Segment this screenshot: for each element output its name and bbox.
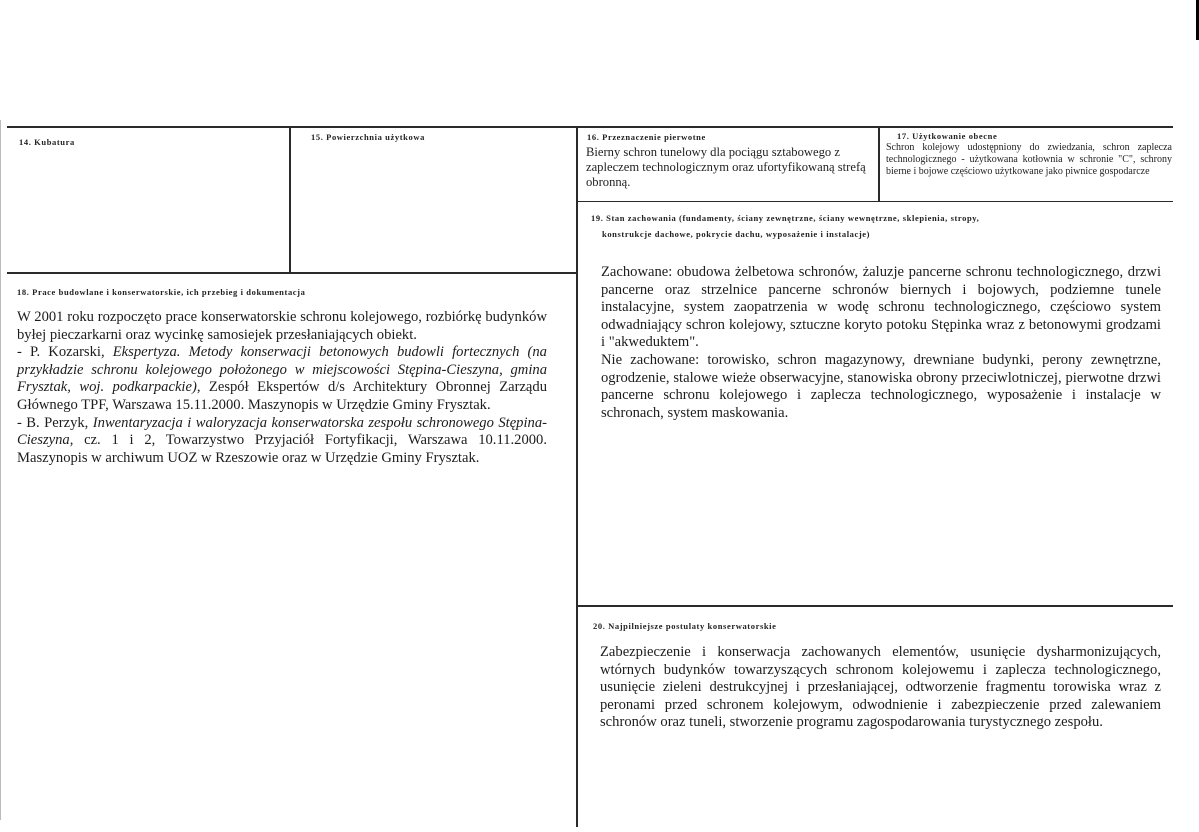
- section-16-text: Bierny schron tunelowy dla pociągu sztabowego z zapleczem technologicznym oraz ufortyfikowaną strefą obronną.: [586, 145, 866, 190]
- section-20-header: 20. Najpilniejsze postulaty konserwatorskie: [593, 621, 777, 631]
- ref-2-details: , cz. 1 i 2, Towarzystwo Przyjaciół Fortyfikacji, Warszawa 10.11.2000. Maszynopis w archiwum UOZ w Rzeszowie oraz w Urzędzie Gminy Frysztak.: [17, 432, 547, 466]
- section-19-not-preserved: Nie zachowane: torowisko, schron magazynowy, drewniane budynki, perony zewnętrzne, ogrodzenie, stalowe wieże obserwacyjne, stanowiska obrony przeciwlotniczej, pierwotne drzwi pancerne schronu kolejowego i zaplecza technologicznego, wyposażenie i instalacje w schronach, system maskowania.: [601, 351, 1161, 421]
- section-18-reference-2: [17, 415, 547, 468]
- ref-1-author: - P. Kozarski,: [17, 344, 113, 361]
- ref-2-author: - B. Perzyk,: [17, 414, 93, 431]
- ref-2-title: Inwentaryzacja i waloryzacja konserwatorska zespołu schronowego Stępina-Cieszyna: [17, 414, 547, 449]
- top-rule: [7, 126, 1173, 128]
- section-20-text: Zabezpieczenie i konserwacja zachowanych elementów, usunięcie dysharmonizujących, wtórnych budynków towarzyszących schronom kolejowemu i zaplecza technologicznego, usunięcie zieleni destrukcyjnej i przesłaniającej, odtworzenie fragmentu torowiska wraz z peronami przed schronem kolejowym, odwodnienie i zabezpieczenie przed zalewaniem schronów oraz tuneli, stworzenie programu zagospodarowania turystycznego zespołu.: [600, 644, 1161, 731]
- section-19-header-line-1: 19. Stan zachowania (fundamenty, ściany zewnętrzne, ściany wewnętrzne, sklepienia, stropy,: [591, 213, 980, 223]
- section-18-intro: W 2001 roku rozpoczęto prace konserwatorskie schronu kolejowego, rozbiórkę budynków byłej pieczarkarni oraz wycinkę samosiejek przesłaniających obiekt.: [17, 309, 547, 343]
- rule-above-18: [7, 272, 577, 274]
- left-edge-mark: [0, 120, 1, 820]
- divider-16-17: [878, 127, 880, 202]
- section-17-text: Schron kolejowy udostępniony do zwiedzania, schron zaplecza technologicznego - użytkowana kotłownia w schronie "C", schrony bierne i bojowe częściowo użytkowane jako piwnice gospodarcze: [886, 142, 1172, 178]
- rule-under-16-17: [577, 201, 1173, 202]
- section-16-header: 16. Przeznaczenie pierwotne: [587, 132, 706, 142]
- section-18-header: 18. Prace budowlane i konserwatorskie, ich przebieg i dokumentacja: [17, 287, 306, 297]
- section-19-preserved: Zachowane: obudowa żelbetowa schronów, żaluzje pancerne schronu technologicznego, drzwi pancerne oraz strzelnice pancerne schronów biernych i bojowych, podziemne tunele instalacyjne, system zaopatrzenia w wodę schronu technologicznego, częściowo system odwadniający schron kolejowy, sztuczne koryto potoku Stępinka wraz z betonowymi grodzami i "akweduktem".: [601, 264, 1161, 351]
- section-14-header: 14. Kubatura: [19, 137, 75, 147]
- section-19-body: [601, 264, 1161, 422]
- divider-14-15: [289, 127, 291, 273]
- section-19-header-line-2: konstrukcje dachowe, pokrycie dachu, wyposażenie i instalacje): [602, 229, 871, 239]
- section-18-body: [17, 309, 547, 467]
- ref-1-title: Ekspertyza. Metody konserwacji betonowych budowli fortecznych (na przykładzie schronu kolejowego położonego w miejscowości Stępina-Cieszyna, gmina Frysztak, woj. podkarpackie): [17, 344, 547, 396]
- ref-1-details: , Zespół Ekspertów d/s Architektury Obronnej Zarządu Głównego TPF, Warszawa 15.11.2000. Maszynopis w Urzędzie Gminy Frysztak.: [17, 379, 547, 413]
- section-18-reference-1: [17, 344, 547, 414]
- rule-above-20: [577, 605, 1173, 607]
- divider-left-right: [576, 127, 578, 827]
- section-15-header: 15. Powierzchnia użytkowa: [311, 132, 425, 142]
- section-17-header: 17. Użytkowanie obecne: [897, 131, 998, 141]
